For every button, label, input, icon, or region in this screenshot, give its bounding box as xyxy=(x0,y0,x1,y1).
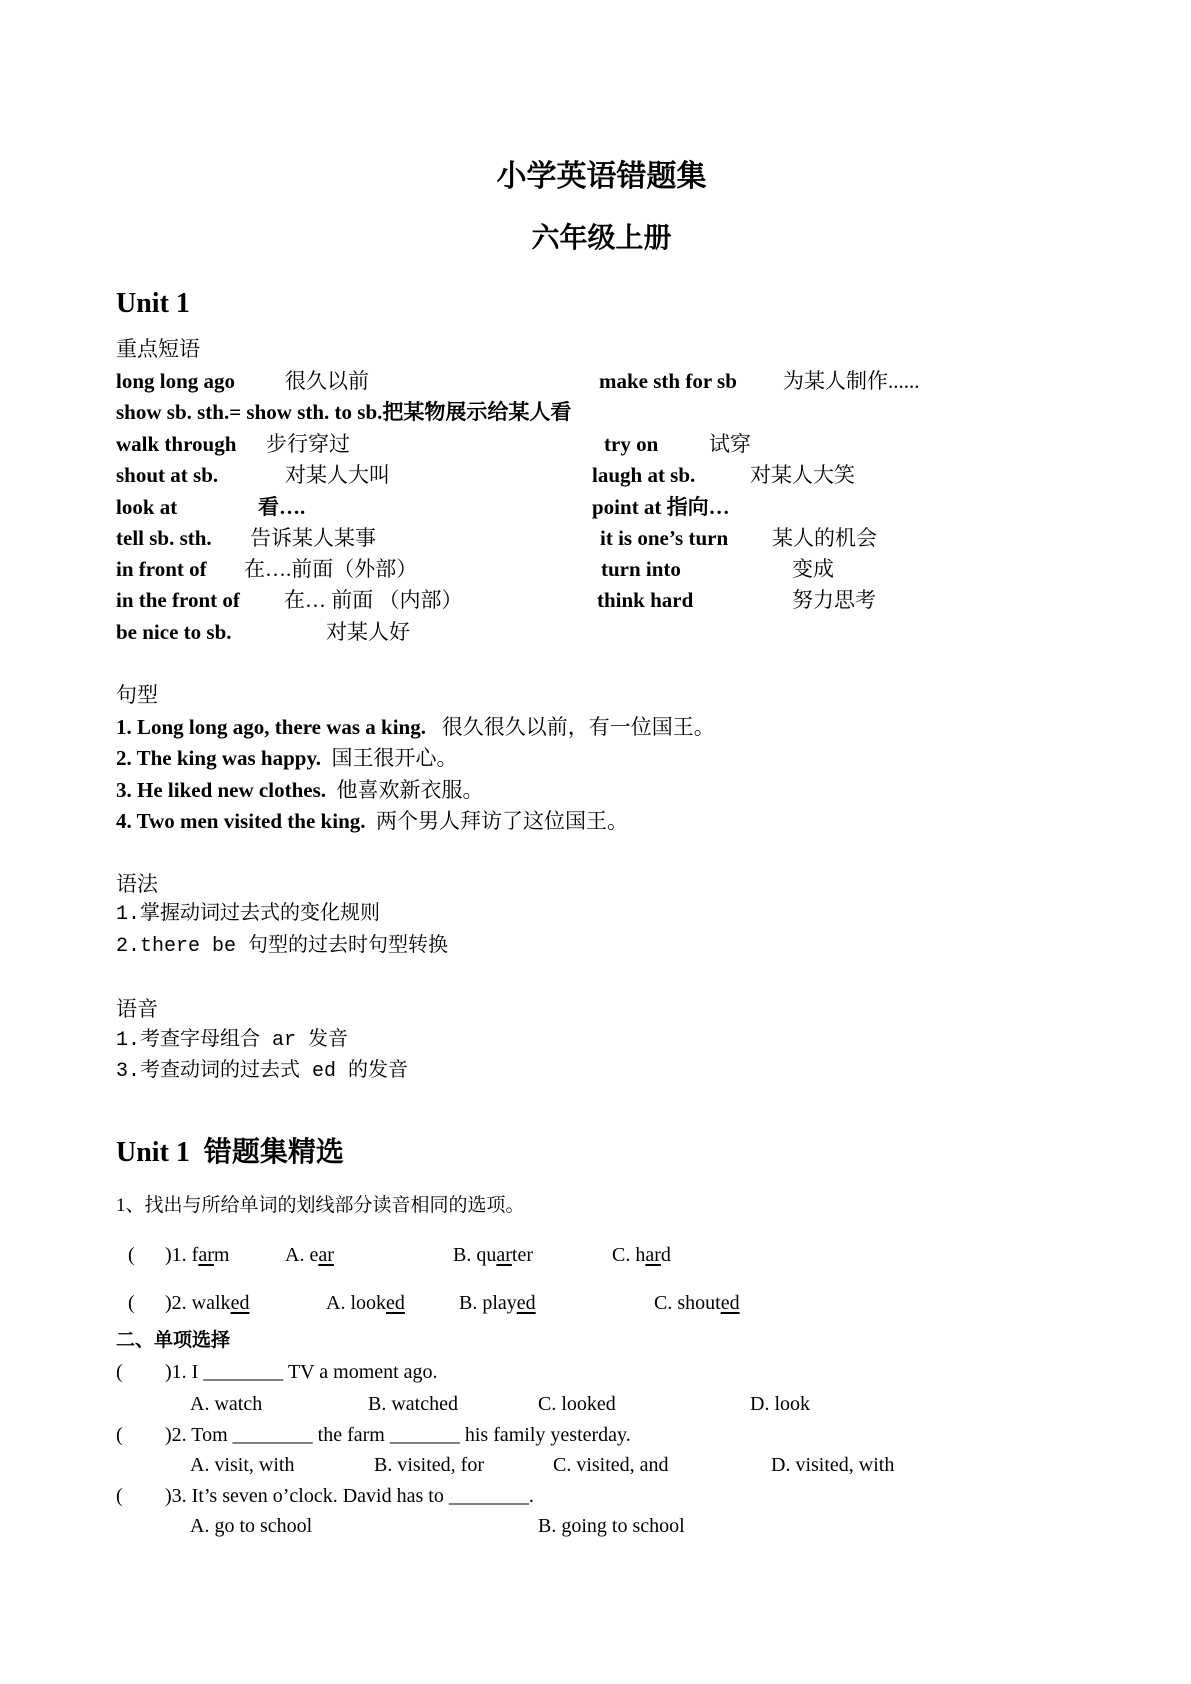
phrase-zh: 变成 xyxy=(792,557,834,581)
question-stem: )3. It’s seven o’clock. David has to ________. xyxy=(165,1485,534,1507)
phrase-zh: 对某人好 xyxy=(326,620,410,644)
phrase-en: shout at sb. xyxy=(116,463,219,487)
question-word: )2. walked xyxy=(165,1292,250,1314)
option[interactable]: B. quarter xyxy=(453,1244,533,1266)
option[interactable]: D. look xyxy=(750,1393,810,1415)
sentence xyxy=(116,811,628,832)
phrase-en: laugh at sb. xyxy=(592,463,696,487)
phrase-en: it is one’s turn xyxy=(600,526,729,550)
phrase-en: walk through xyxy=(116,432,237,456)
option[interactable]: C. shouted xyxy=(654,1292,740,1314)
sentence xyxy=(116,748,458,769)
underlined-part: ar xyxy=(198,1244,214,1266)
option[interactable]: A. looked xyxy=(326,1292,405,1314)
sentence-en: 3. He liked new clothes. xyxy=(116,778,326,802)
sentence-zh: 很久很久以前，有一位国王。 xyxy=(441,715,715,739)
phrase-en: in the front of xyxy=(116,588,240,612)
phrase-en: point at 指向… xyxy=(592,495,730,519)
unit-heading: Unit 1 xyxy=(116,288,190,319)
phonetics-item: 3.考查动词的过去式 ed 的发音 xyxy=(116,1060,409,1083)
phrase-zh: 在… 前面 （内部） xyxy=(284,588,463,612)
phrase-en: in front of xyxy=(116,557,207,581)
question-number: )1. xyxy=(165,1244,192,1266)
phrase-en: turn into xyxy=(601,557,681,581)
sentence-zh: 国王很开心。 xyxy=(331,746,458,770)
phrase-zh: 某人的机会 xyxy=(772,526,877,550)
exercises-heading: Unit 1 错题集精选 xyxy=(116,1137,344,1168)
answer-paren[interactable]: ( xyxy=(128,1292,135,1314)
phrase-zh: 对某人大叫 xyxy=(285,463,390,487)
sentence xyxy=(116,780,484,801)
phrase-zh: 步行穿过 xyxy=(266,432,350,456)
section2-heading: 二、单项选择 xyxy=(116,1330,231,1351)
phonetics-heading: 语音 xyxy=(116,997,158,1021)
sentence-en: 2. The king was happy. xyxy=(116,746,322,770)
phrase-zh: 努力思考 xyxy=(792,588,876,612)
question-stem: )2. Tom ________ the farm _______ his family yesterday. xyxy=(165,1424,631,1446)
grammar-heading: 语法 xyxy=(116,872,158,896)
answer-paren[interactable]: ( xyxy=(128,1244,135,1266)
option[interactable]: C. hard xyxy=(612,1244,671,1266)
word-part: m xyxy=(213,1244,230,1266)
option[interactable]: A. go to school xyxy=(190,1515,313,1537)
question-word xyxy=(165,1245,229,1265)
phrase-zh: 很久以前 xyxy=(285,369,369,393)
section1-instruction: 1、找出与所给单词的划线部分读音相同的选项。 xyxy=(116,1195,525,1216)
phrase-zh: 为某人制作...... xyxy=(783,369,920,393)
page-subtitle: 六年级上册 xyxy=(531,223,672,254)
question-stem: )1. I ________ TV a moment ago. xyxy=(165,1361,438,1383)
phrase-en: try on xyxy=(604,432,659,456)
phrase-en: be nice to sb. xyxy=(116,620,232,644)
answer-paren[interactable]: ( xyxy=(116,1485,123,1507)
phrase-en: tell sb. sth. xyxy=(116,526,212,550)
phrase-zh: 看…. xyxy=(258,495,306,519)
sentence-en: 4. Two men visited the king. xyxy=(116,809,366,833)
sentence-en: 1. Long long ago, there was a king. xyxy=(116,715,426,739)
word-part: f xyxy=(191,1244,199,1266)
option[interactable]: B. watched xyxy=(368,1393,458,1415)
grammar-item: 1.掌握动词过去式的变化规则 xyxy=(116,903,381,926)
option[interactable]: A. ear xyxy=(285,1244,334,1266)
page-title: 小学英语错题集 xyxy=(496,160,707,193)
phrase-zh: 对某人大笑 xyxy=(750,463,855,487)
option[interactable]: A. visit, with xyxy=(190,1454,295,1476)
option[interactable]: B. visited, for xyxy=(374,1454,484,1476)
phonetics-item: 1.考查字母组合 ar 发音 xyxy=(116,1029,349,1052)
option[interactable]: C. looked xyxy=(538,1393,616,1415)
option[interactable]: D. visited, with xyxy=(771,1454,895,1476)
option[interactable]: C. visited, and xyxy=(553,1454,669,1476)
phrase-en: show sb. sth.= show sth. to sb.把某物展示给某人看 xyxy=(116,400,572,424)
phrase-en: make sth for sb xyxy=(599,369,737,393)
sentence-zh: 他喜欢新衣服。 xyxy=(336,778,484,802)
phrase-zh: 告诉某人某事 xyxy=(250,526,376,550)
phrase-en: long long ago xyxy=(116,369,236,393)
option[interactable]: B. going to school xyxy=(538,1515,685,1537)
phrase-zh: 在….前面（外部） xyxy=(244,557,418,581)
option[interactable]: B. played xyxy=(459,1292,536,1314)
sentence-zh: 两个男人拜访了这位国王。 xyxy=(376,809,628,833)
grammar-item: 2.there be 句型的过去时句型转换 xyxy=(116,935,449,958)
phrases-heading: 重点短语 xyxy=(116,337,200,361)
phrase-en: think hard xyxy=(597,588,694,612)
phrase-en: look at xyxy=(116,495,178,519)
sentence xyxy=(116,717,715,738)
option[interactable]: A. watch xyxy=(190,1393,263,1415)
answer-paren[interactable]: ( xyxy=(116,1424,123,1446)
sentences-heading: 句型 xyxy=(116,683,158,707)
phrase-zh: 试穿 xyxy=(709,432,751,456)
answer-paren[interactable]: ( xyxy=(116,1361,123,1383)
